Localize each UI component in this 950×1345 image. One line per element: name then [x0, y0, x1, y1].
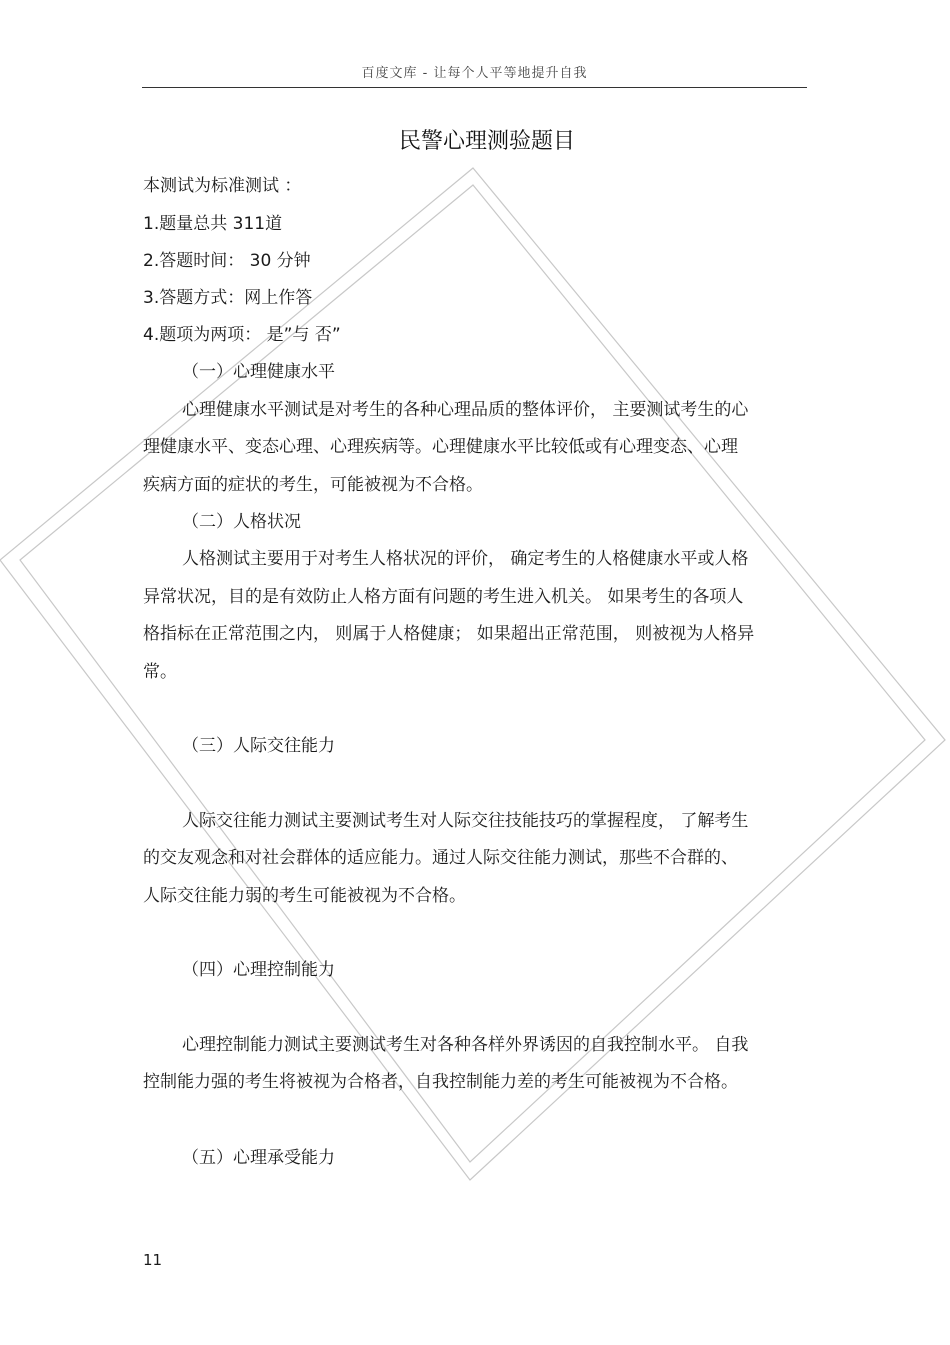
paragraph-line: 人格测试主要用于对考生人格状况的评价， 确定考生的人格健康水平或人格 [182, 549, 749, 569]
section-heading: （五）心理承受能力 [182, 1148, 335, 1168]
paragraph-line: 人际交往能力弱的考生可能被视为不合格。 [143, 886, 466, 906]
page-header: 百度文库 - 让每个人平等地提升自我 [142, 62, 807, 88]
paragraph-line: 心理健康水平测试是对考生的各种心理品质的整体评价， 主要测试考生的心 [182, 400, 749, 420]
paragraph-line: 心理控制能力测试主要测试考生对各种各样外界诱因的自我控制水平。 自我 [182, 1035, 749, 1055]
paragraph-line: 理健康水平、变态心理、心理疾病等。心理健康水平比较低或有心理变态、心理 [143, 437, 738, 457]
paragraph-line: 格指标在正常范围之内， 则属于人格健康； 如果超出正常范围， 则被视为人格异 [143, 624, 755, 644]
intro-line: 本测试为标准测试 ： [143, 176, 302, 196]
list-item: 4.题项为两项： 是”与 否” [143, 325, 341, 345]
paragraph-line: 控制能力强的考生将被视为合格者，自我控制能力差的考生可能被视为不合格。 [143, 1072, 738, 1092]
paragraph-line: 异常状况，目的是有效防止人格方面有问题的考生进入机关。 如果考生的各项人 [143, 587, 744, 607]
document-title: 民警心理测验题目 [398, 129, 575, 154]
watermark-outer-diamond [0, 168, 945, 1180]
list-item: 2.答题时间： 30 分钟 [143, 251, 311, 271]
paragraph-line: 的交友观念和对社会群体的适应能力。通过人际交往能力测试，那些不合群的、 [143, 848, 738, 868]
section-heading: （三）人际交往能力 [182, 736, 335, 756]
paragraph-line: 疾病方面的症状的考生，可能被视为不合格。 [143, 475, 483, 495]
paragraph-line: 常。 [143, 662, 177, 682]
section-heading: （二）人格状况 [182, 512, 301, 532]
paragraph-line: 人际交往能力测试主要测试考生对人际交往技能技巧的掌握程度， 了解考生 [182, 811, 749, 831]
list-item: 3.答题方式：网上作答 [143, 288, 313, 308]
list-item: 1.题量总共 311道 [143, 214, 283, 234]
page-number: 11 [143, 1251, 163, 1269]
section-heading: （四）心理控制能力 [182, 960, 335, 980]
section-heading: （一）心理健康水平 [182, 362, 335, 382]
